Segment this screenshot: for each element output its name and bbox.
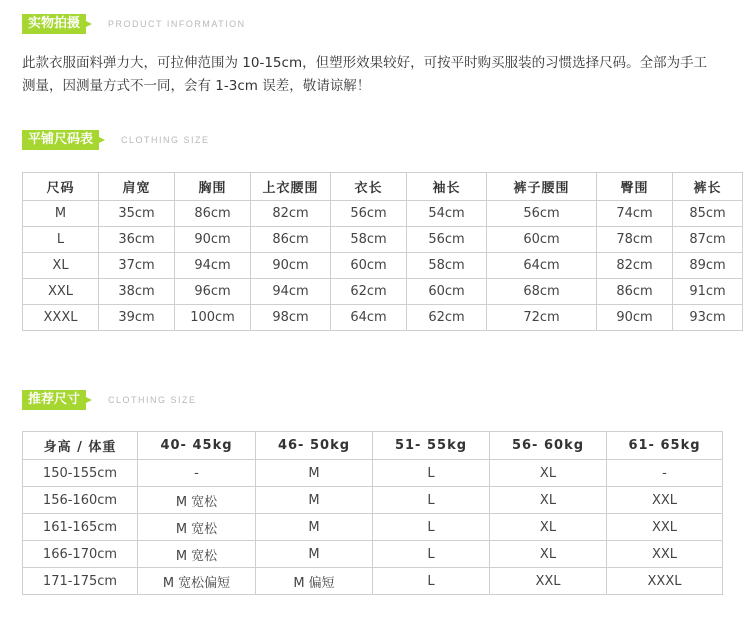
size-table-cell: 78cm — [597, 227, 673, 253]
size-table-cell: 60cm — [487, 227, 597, 253]
size-table-header-cell: 衣长 — [331, 173, 407, 201]
size-chart-table — [22, 172, 743, 331]
photo-section-tag: 实物拍摄 — [22, 14, 86, 34]
rec-section-header — [22, 390, 197, 410]
size-table-header-cell: 胸围 — [175, 173, 251, 201]
size-table-cell: 37cm — [99, 253, 175, 279]
rec-table-cell: XL — [490, 541, 607, 568]
size-table-cell: 98cm — [251, 305, 331, 331]
size-table-cell: 35cm — [99, 201, 175, 227]
size-table-cell: 56cm — [407, 227, 487, 253]
table-row — [23, 487, 723, 514]
size-table-cell: 100cm — [175, 305, 251, 331]
rec-section-tag: 推荐尺寸 — [22, 390, 86, 410]
size-table-cell: XXL — [23, 279, 99, 305]
photo-section-header — [22, 14, 246, 34]
rec-table-header-cell: 40- 45kg — [138, 432, 256, 460]
table-row — [23, 201, 743, 227]
size-table-cell: 96cm — [175, 279, 251, 305]
rec-table-cell: M — [256, 460, 373, 487]
rec-table-header-cell: 56- 60kg — [490, 432, 607, 460]
size-table-body — [23, 201, 743, 331]
size-table-cell: 82cm — [251, 201, 331, 227]
size-table-header-cell: 袖长 — [407, 173, 487, 201]
rec-table-cell: XXL — [607, 487, 723, 514]
size-table-cell: 86cm — [597, 279, 673, 305]
rec-table-cell: 166-170cm — [23, 541, 138, 568]
size-table-cell: 72cm — [487, 305, 597, 331]
size-table-cell: L — [23, 227, 99, 253]
rec-table-cell: 161-165cm — [23, 514, 138, 541]
size-table-cell: 87cm — [673, 227, 743, 253]
rec-section-subtitle: CLOTHING SIZE — [108, 395, 197, 405]
rec-table-header-cell: 61- 65kg — [607, 432, 723, 460]
table-row — [23, 541, 723, 568]
size-table-cell: 39cm — [99, 305, 175, 331]
table-row — [23, 460, 723, 487]
rec-table-cell: XL — [490, 514, 607, 541]
rec-table-cell: M 宽松偏短 — [138, 568, 256, 595]
photo-section-subtitle: PRODUCT INFORMATION — [108, 19, 246, 29]
size-table-header-cell: 尺码 — [23, 173, 99, 201]
size-table-cell: 68cm — [487, 279, 597, 305]
size-table-cell: 62cm — [407, 305, 487, 331]
size-table-header-cell: 上衣腰围 — [251, 173, 331, 201]
size-table-cell: 64cm — [487, 253, 597, 279]
size-table-cell: 86cm — [251, 227, 331, 253]
size-table-cell: 90cm — [175, 227, 251, 253]
intro-text — [22, 52, 734, 98]
rec-table-cell: XXXL — [607, 568, 723, 595]
rec-table-cell: XXL — [607, 514, 723, 541]
size-table-cell: 64cm — [331, 305, 407, 331]
rec-table-body — [23, 460, 723, 595]
table-row — [23, 514, 723, 541]
size-table-cell: 58cm — [331, 227, 407, 253]
size-table-cell: 56cm — [331, 201, 407, 227]
rec-table-cell: 156-160cm — [23, 487, 138, 514]
intro-line-1: 此款衣服面料弹力大，可拉伸范围为 10-15cm，但塑形效果较好，可按平时购买服装的习惯选择尺码。全部为手工 — [22, 55, 708, 71]
size-table-cell: 93cm — [673, 305, 743, 331]
size-table-cell: 56cm — [487, 201, 597, 227]
size-table-cell: 82cm — [597, 253, 673, 279]
rec-table-header-cell: 身高 / 体重 — [23, 432, 138, 460]
size-table-cell: 94cm — [175, 253, 251, 279]
size-table-header-cell: 臀围 — [597, 173, 673, 201]
size-table-cell: 86cm — [175, 201, 251, 227]
rec-table-cell: XXL — [490, 568, 607, 595]
size-table-cell: 38cm — [99, 279, 175, 305]
table-row — [23, 253, 743, 279]
size-table-cell: 74cm — [597, 201, 673, 227]
rec-table-cell: L — [373, 541, 490, 568]
rec-table-cell: L — [373, 487, 490, 514]
size-table-cell: 60cm — [407, 279, 487, 305]
size-table-header-row — [23, 173, 743, 201]
rec-table-header-row — [23, 432, 723, 460]
rec-table-cell: L — [373, 460, 490, 487]
size-table-cell: 58cm — [407, 253, 487, 279]
rec-table-cell: M 宽松 — [138, 487, 256, 514]
rec-table-cell: M 宽松 — [138, 514, 256, 541]
rec-table-cell: - — [607, 460, 723, 487]
size-section-tag: 平铺尺码表 — [22, 130, 99, 150]
size-table-cell: 85cm — [673, 201, 743, 227]
rec-table-cell: 171-175cm — [23, 568, 138, 595]
size-table-cell: 54cm — [407, 201, 487, 227]
rec-table-cell: XXL — [607, 541, 723, 568]
rec-table-cell: M — [256, 514, 373, 541]
rec-table-cell: 150-155cm — [23, 460, 138, 487]
rec-table-cell: L — [373, 568, 490, 595]
size-table-cell: 60cm — [331, 253, 407, 279]
rec-table-header-cell: 46- 50kg — [256, 432, 373, 460]
size-table-cell: XL — [23, 253, 99, 279]
size-table-cell: 90cm — [251, 253, 331, 279]
size-table-cell: 91cm — [673, 279, 743, 305]
size-table-cell: XXXL — [23, 305, 99, 331]
recommended-size-table — [22, 431, 723, 595]
rec-table-cell: M — [256, 487, 373, 514]
size-table-header-cell: 裤子腰围 — [487, 173, 597, 201]
size-table-cell: 62cm — [331, 279, 407, 305]
size-table-cell: 90cm — [597, 305, 673, 331]
size-table-header-cell: 裤长 — [673, 173, 743, 201]
rec-table-cell: - — [138, 460, 256, 487]
rec-table-cell: M 偏短 — [256, 568, 373, 595]
size-table-cell: 36cm — [99, 227, 175, 253]
size-section-subtitle: CLOTHING SIZE — [121, 135, 210, 145]
size-table-header-cell: 肩宽 — [99, 173, 175, 201]
rec-table-cell: L — [373, 514, 490, 541]
size-section-header — [22, 130, 210, 150]
size-table-cell: 94cm — [251, 279, 331, 305]
size-table-cell: 89cm — [673, 253, 743, 279]
rec-table-cell: XL — [490, 460, 607, 487]
table-row — [23, 279, 743, 305]
intro-line-2: 测量，因测量方式不一同，会有 1-3cm 误差，敬请谅解！ — [22, 78, 371, 94]
size-table-cell: M — [23, 201, 99, 227]
rec-table-cell: M 宽松 — [138, 541, 256, 568]
rec-table-cell: XL — [490, 487, 607, 514]
table-row — [23, 227, 743, 253]
table-row — [23, 305, 743, 331]
rec-table-cell: M — [256, 541, 373, 568]
rec-table-header-cell: 51- 55kg — [373, 432, 490, 460]
table-row — [23, 568, 723, 595]
